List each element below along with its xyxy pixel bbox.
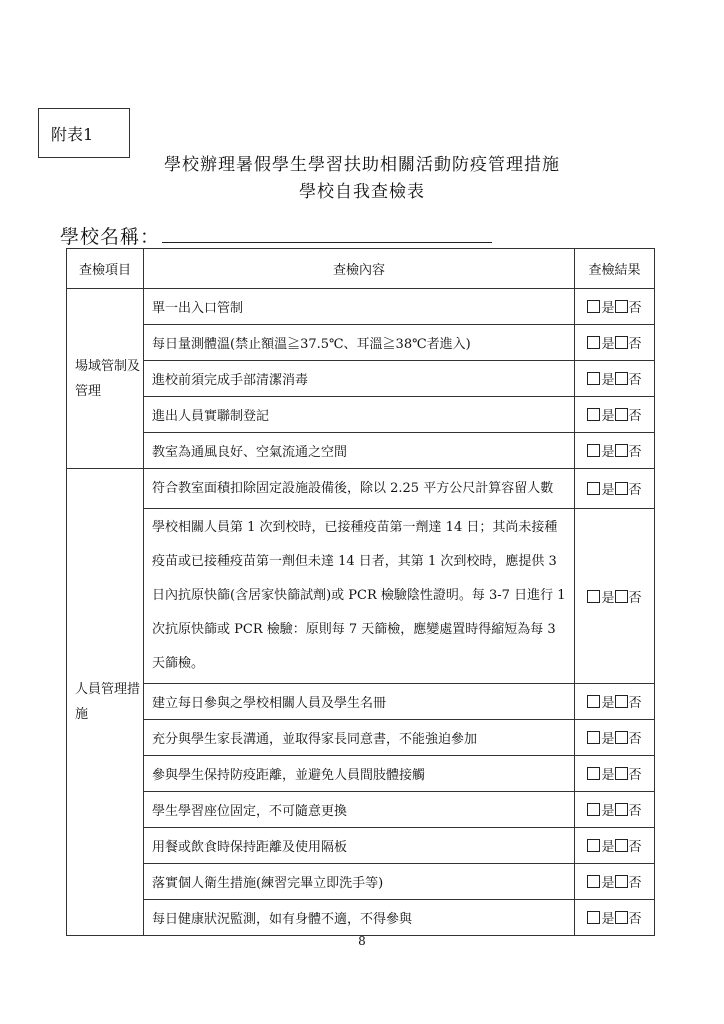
table-row	[67, 289, 655, 325]
category-cell: 場域管制及管理	[67, 289, 144, 469]
check-item: 教室為通風良好、空氣流通之空間	[144, 433, 575, 469]
header-item: 查檢項目	[67, 249, 144, 289]
check-item: 每日健康狀況監測，如有身體不適，不得參與	[144, 900, 575, 936]
check-item: 參與學生保持防疫距離，並避免人員間肢體接觸	[144, 756, 575, 792]
no-checkbox[interactable]	[615, 372, 628, 385]
table-row	[67, 361, 655, 397]
result-cell	[575, 433, 655, 469]
page-number: 8	[358, 934, 366, 948]
table-row	[67, 325, 655, 361]
check-item: 學校相關人員第 1 次到校時，已接種疫苗第一劑達 14 日；其尚未接種疫苗或已接種疫苗第一劑但未達 14 日者，其第 1 次到校時，應提供 3 日內抗原快篩(含居家快篩試劑)或 PCR 檢驗陰性證明。每 3-7 日進行 1 次抗原快篩或 PCR 檢驗：原則每 7 天篩檢，應變處置時得縮短為每 3 天篩檢。	[144, 509, 575, 684]
document-title: 學校辦理暑假學生學習扶助相關活動防疫管理措施	[164, 155, 560, 175]
table-row	[67, 684, 655, 720]
yes-checkbox[interactable]	[587, 408, 600, 421]
no-checkbox[interactable]	[615, 300, 628, 313]
yes-checkbox[interactable]	[587, 372, 600, 385]
table-row	[67, 756, 655, 792]
checklist-table	[66, 248, 655, 936]
no-label: 否	[628, 804, 642, 819]
no-label: 否	[628, 409, 642, 424]
yes-label: 是	[601, 732, 615, 747]
result-cell	[575, 792, 655, 828]
yes-checkbox[interactable]	[587, 336, 600, 349]
result-cell	[575, 361, 655, 397]
no-label: 否	[628, 301, 642, 316]
no-checkbox[interactable]	[615, 444, 628, 457]
table-row	[67, 792, 655, 828]
no-checkbox[interactable]	[615, 731, 628, 744]
school-name-row	[60, 222, 492, 249]
no-label: 否	[628, 912, 642, 927]
yes-checkbox[interactable]	[587, 482, 600, 495]
no-checkbox[interactable]	[615, 695, 628, 708]
result-cell	[575, 720, 655, 756]
table-row	[67, 433, 655, 469]
yes-label: 是	[601, 301, 615, 316]
yes-checkbox[interactable]	[587, 839, 600, 852]
table-row	[67, 397, 655, 433]
school-name-field[interactable]	[162, 222, 492, 243]
yes-checkbox[interactable]	[587, 875, 600, 888]
no-checkbox[interactable]	[615, 336, 628, 349]
header-content: 查檢內容	[144, 249, 575, 289]
yes-checkbox[interactable]	[587, 300, 600, 313]
check-item: 單一出入口管制	[144, 289, 575, 325]
result-cell	[575, 325, 655, 361]
annex-label: 附表1	[38, 108, 130, 158]
yes-label: 是	[601, 696, 615, 711]
check-item: 充分與學生家長溝通，並取得家長同意書，不能強迫參加	[144, 720, 575, 756]
check-item: 用餐或飲食時保持距離及使用隔板	[144, 828, 575, 864]
no-checkbox[interactable]	[615, 590, 628, 603]
no-label: 否	[628, 373, 642, 388]
check-item: 進校前須完成手部清潔消毒	[144, 361, 575, 397]
result-cell	[575, 397, 655, 433]
yes-checkbox[interactable]	[587, 731, 600, 744]
check-item: 建立每日參與之學校相關人員及學生名冊	[144, 684, 575, 720]
header-result: 查檢結果	[575, 249, 655, 289]
result-cell	[575, 509, 655, 684]
yes-label: 是	[601, 409, 615, 424]
check-item: 學生學習座位固定，不可隨意更換	[144, 792, 575, 828]
yes-checkbox[interactable]	[587, 695, 600, 708]
yes-label: 是	[601, 912, 615, 927]
table-row	[67, 720, 655, 756]
yes-label: 是	[601, 590, 615, 606]
table-row	[67, 469, 655, 509]
result-cell	[575, 469, 655, 509]
no-checkbox[interactable]	[615, 408, 628, 421]
yes-label: 是	[601, 337, 615, 352]
yes-checkbox[interactable]	[587, 444, 600, 457]
document-subtitle: 學校自我查檢表	[299, 182, 425, 202]
no-label: 否	[628, 768, 642, 783]
yes-label: 是	[601, 804, 615, 819]
yes-label: 是	[601, 483, 615, 498]
no-checkbox[interactable]	[615, 875, 628, 888]
no-label: 否	[628, 483, 642, 498]
check-item: 進出人員實聯制登記	[144, 397, 575, 433]
no-checkbox[interactable]	[615, 767, 628, 780]
no-label: 否	[628, 696, 642, 711]
result-cell	[575, 900, 655, 936]
yes-checkbox[interactable]	[587, 803, 600, 816]
school-name-label: 學校名稱：	[60, 226, 161, 248]
yes-checkbox[interactable]	[587, 767, 600, 780]
check-item: 符合教室面積扣除固定設施設備後，除以 2.25 平方公尺計算容留人數	[144, 469, 575, 509]
no-label: 否	[628, 840, 642, 855]
result-cell	[575, 684, 655, 720]
result-cell	[575, 756, 655, 792]
category-cell: 人員管理措施	[67, 469, 144, 936]
yes-checkbox[interactable]	[587, 590, 600, 603]
yes-label: 是	[601, 445, 615, 460]
result-cell	[575, 864, 655, 900]
no-label: 否	[628, 590, 642, 606]
table-row	[67, 828, 655, 864]
result-cell	[575, 289, 655, 325]
check-item: 落實個人衛生措施(練習完畢立即洗手等)	[144, 864, 575, 900]
yes-checkbox[interactable]	[587, 911, 600, 924]
table-row	[67, 509, 655, 684]
yes-label: 是	[601, 840, 615, 855]
yes-label: 是	[601, 768, 615, 783]
yes-label: 是	[601, 876, 615, 891]
no-checkbox[interactable]	[615, 911, 628, 924]
table-header-row	[67, 249, 655, 289]
result-cell	[575, 828, 655, 864]
no-label: 否	[628, 337, 642, 352]
check-item: 每日量測體溫(禁止額溫≧37.5℃、耳溫≧38℃者進入)	[144, 325, 575, 361]
no-checkbox[interactable]	[615, 482, 628, 495]
no-label: 否	[628, 732, 642, 747]
yes-label: 是	[601, 373, 615, 388]
table-row	[67, 864, 655, 900]
no-checkbox[interactable]	[615, 803, 628, 816]
no-label: 否	[628, 876, 642, 891]
no-label: 否	[628, 445, 642, 460]
table-row	[67, 900, 655, 936]
no-checkbox[interactable]	[615, 839, 628, 852]
